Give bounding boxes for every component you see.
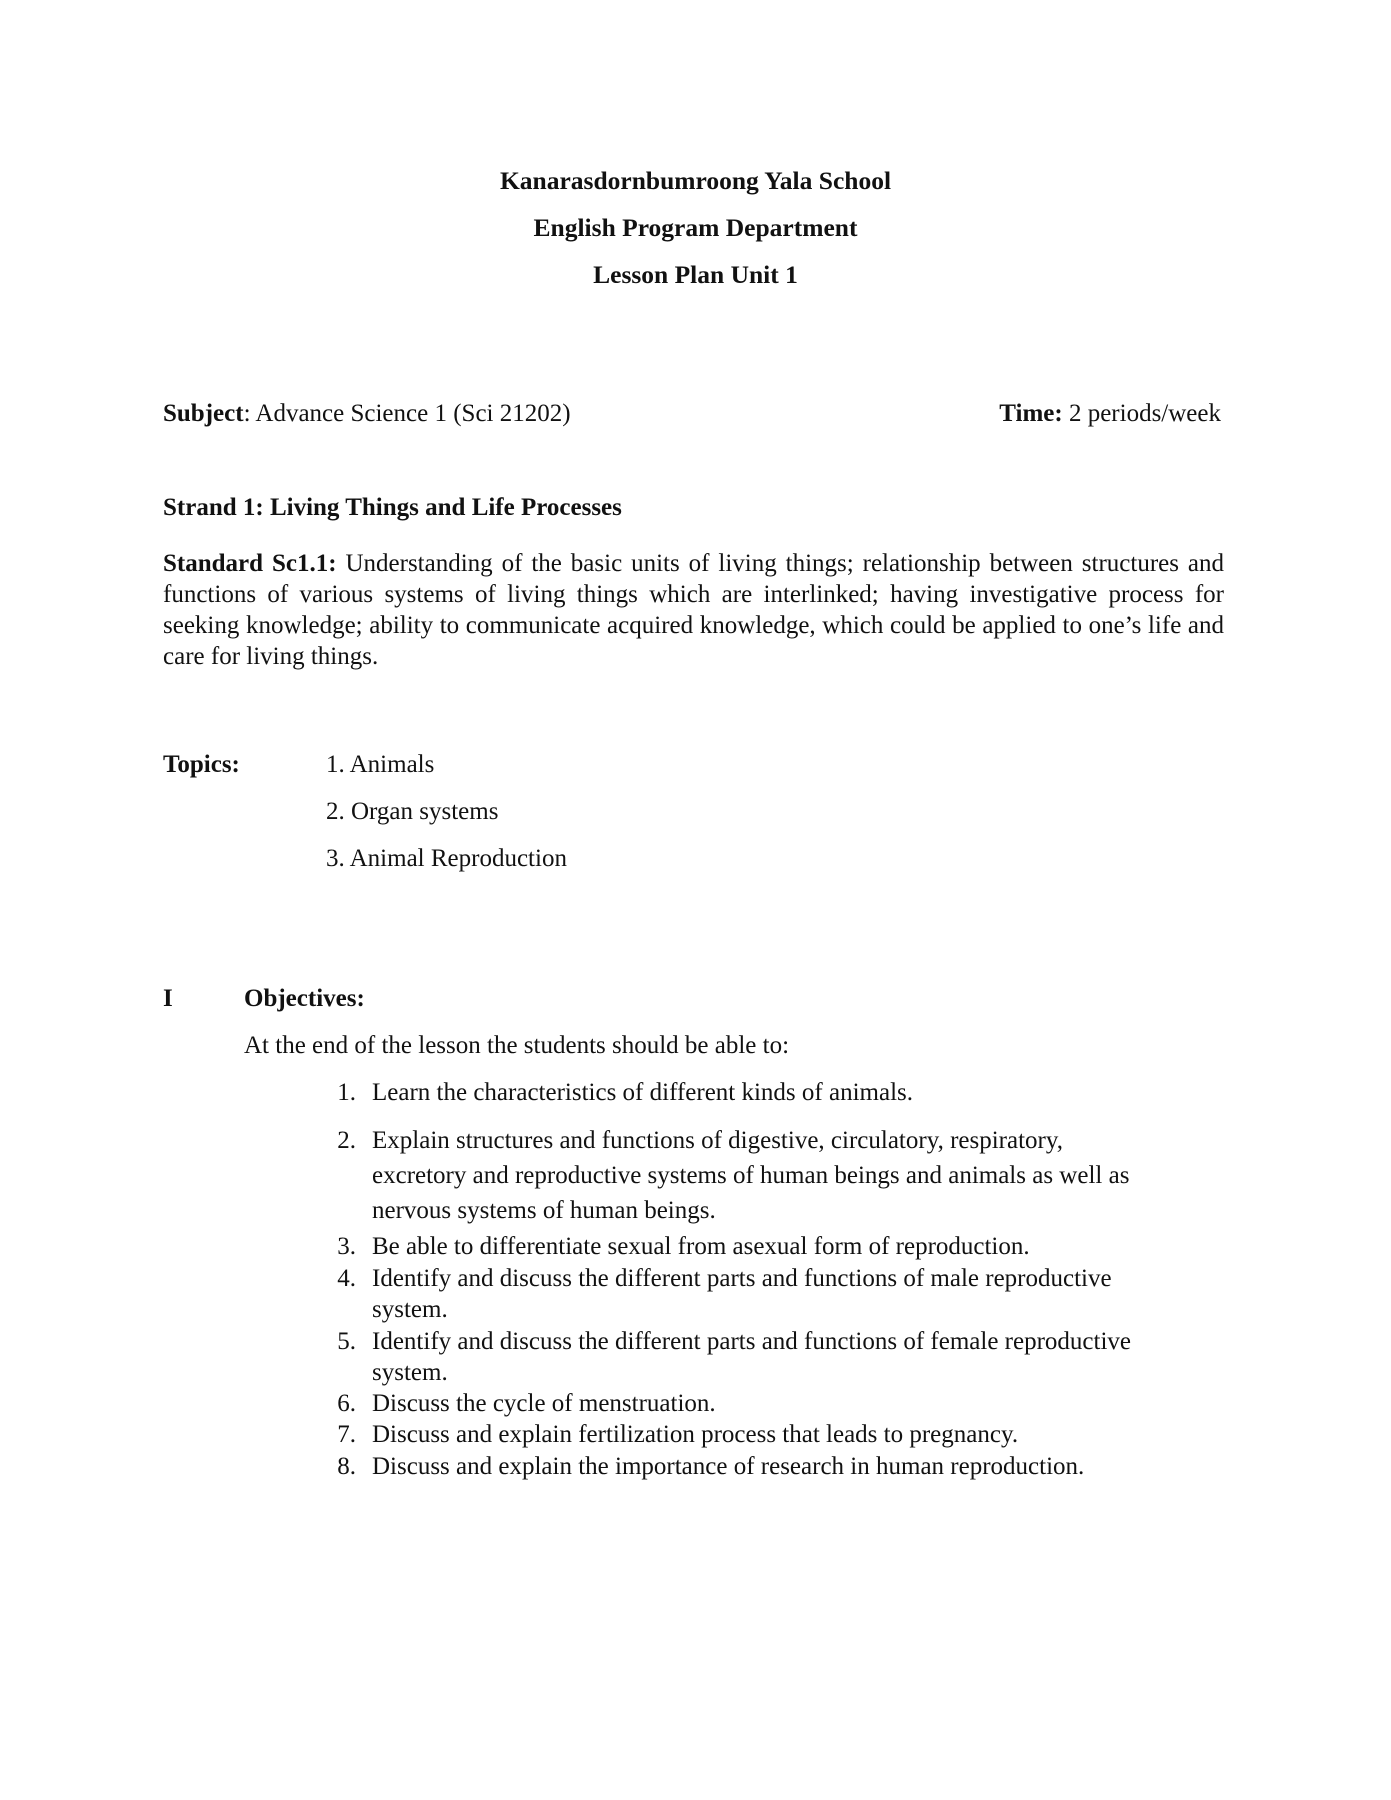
section-numeral-text: I	[163, 985, 173, 1012]
objective-number: 2.	[337, 1127, 356, 1154]
objective-text: Discuss and explain the importance of research in human reproduction.	[372, 1453, 1085, 1480]
objective-text: Identify and discuss the different parts and functions of female reproductive	[372, 1328, 1132, 1355]
objective-number: 8.	[337, 1453, 356, 1480]
objective-text: Learn the characteristics of different kinds of animals.	[372, 1079, 913, 1106]
topic-item: 3. Animal Reproduction	[326, 845, 567, 872]
objectives-intro: At the end of the lesson the students should be able to:	[244, 1032, 790, 1059]
time-label: Time:	[999, 400, 1063, 427]
standard-text: Understanding of the basic units of living things; relationship between structures and functions of various systems of living things which are interlinked; having investigative process for seeking knowledge; ability to communicate acquired knowledge, which could be applied to one’s life and care for living things.	[163, 550, 1224, 670]
objective-number: 5.	[337, 1328, 356, 1355]
objective-number: 1.	[337, 1079, 356, 1106]
strand-text: Strand 1: Living Things and Life Processes	[163, 494, 622, 521]
objective-text: Identify and discuss the different parts and functions of male reproductive	[372, 1265, 1112, 1292]
standard-label: Standard Sc1.1:	[163, 550, 337, 577]
topics-label	[163, 752, 240, 777]
objective-number: 7.	[337, 1421, 356, 1448]
topic-item: 1. Animals	[326, 751, 435, 778]
section-numeral	[163, 986, 173, 1011]
objective-text: system.	[372, 1296, 448, 1323]
objective-text: system.	[372, 1359, 448, 1386]
standard-paragraph	[163, 548, 1224, 672]
strand-heading	[163, 495, 622, 520]
objectives-heading-text: Objectives:	[244, 985, 365, 1012]
objective-number: 3.	[337, 1233, 356, 1260]
objective-number: 6.	[337, 1390, 356, 1417]
document-title: Lesson Plan Unit 1	[593, 260, 798, 289]
objective-text: nervous systems of human beings.	[372, 1197, 716, 1224]
objective-text: Explain structures and functions of digestive, circulatory, respiratory,	[372, 1127, 1063, 1154]
topics-label-text: Topics:	[163, 751, 240, 778]
time-line	[999, 401, 1221, 426]
subject-value: Advance Science 1 (Sci 21202)	[255, 400, 571, 427]
objective-text: Be able to differentiate sexual from asexual form of reproduction.	[372, 1233, 1030, 1260]
objective-number: 4.	[337, 1265, 356, 1292]
objectives-heading	[244, 986, 365, 1011]
topic-item: 2. Organ systems	[326, 798, 499, 825]
time-value: 2 periods/week	[1062, 400, 1221, 427]
objective-text: excretory and reproductive systems of human beings and animals as well as	[372, 1162, 1130, 1189]
department-name: English Program Department	[533, 213, 858, 242]
subject-line	[163, 401, 571, 426]
objective-text: Discuss the cycle of menstruation.	[372, 1390, 716, 1417]
school-name: Kanarasdornbumroong Yala School	[499, 166, 892, 195]
objective-text: Discuss and explain fertilization process that leads to pregnancy.	[372, 1421, 1019, 1448]
subject-separator: :	[243, 400, 256, 427]
subject-label: Subject	[163, 400, 244, 427]
